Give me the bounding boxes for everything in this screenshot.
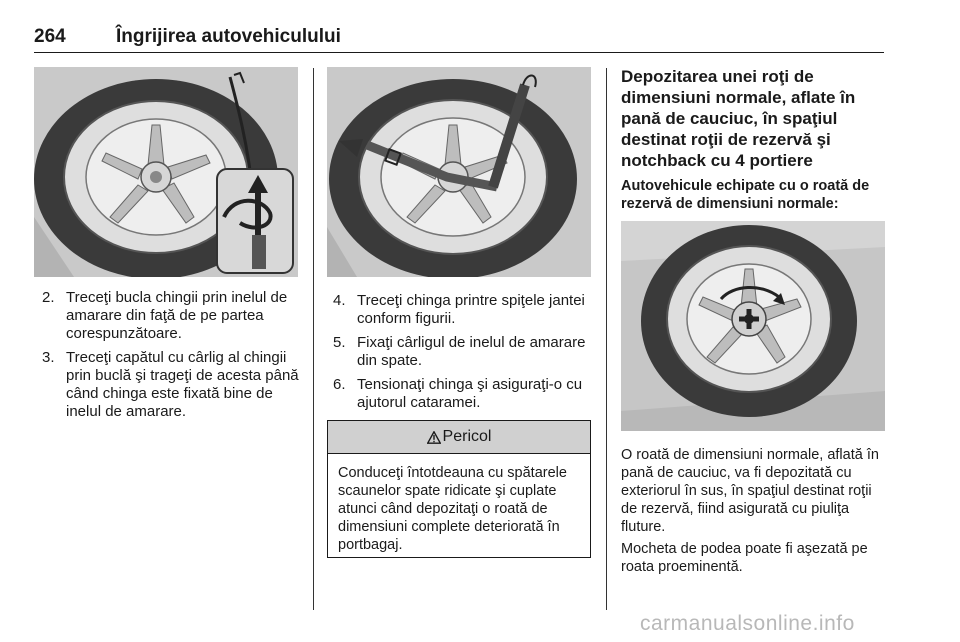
list-item bbox=[333, 292, 595, 328]
step-list-left bbox=[42, 289, 300, 427]
page-header bbox=[34, 22, 884, 53]
watermark: carmanualsonline.info bbox=[640, 612, 855, 635]
paragraph: O roată de dimensiuni normale, aflată în pană de cauciuc, va fi depozitată cu exteriorul în sus, în spaţiul destinat roţii de rezervă, fiind asigurată cu piuliţa fluture. bbox=[621, 447, 879, 535]
column-divider-right bbox=[606, 68, 607, 610]
step-text: Treceţi chinga printre spiţele jantei conform figurii. bbox=[357, 292, 585, 327]
section-subheading: Autovehicule echipate cu o roată de rezervă de dimensiuni normale: bbox=[621, 178, 870, 212]
list-item bbox=[333, 376, 595, 412]
danger-header bbox=[328, 421, 590, 454]
figure-wheel-storage-illustration bbox=[621, 221, 885, 431]
figure-strap-loop-illustration bbox=[34, 67, 298, 277]
list-item bbox=[42, 289, 300, 343]
step-number: 4. bbox=[333, 292, 346, 309]
page-number: 264 bbox=[34, 26, 66, 47]
list-item bbox=[333, 334, 595, 370]
danger-title: Pericol bbox=[442, 428, 492, 445]
danger-warning-box bbox=[327, 420, 591, 558]
step-number: 3. bbox=[42, 349, 55, 366]
step-number: 5. bbox=[333, 334, 346, 351]
danger-text: Conduceţi întotdeauna cu spătarele scaunelor spate ridicate şi cuplate atunci când depozitaţi o roată de dimensiuni complete deteriorată în portbagaj. bbox=[338, 465, 567, 553]
warning-triangle-icon bbox=[427, 431, 441, 444]
step-text: Treceţi capătul cu cârlig al chingii prin buclă şi trageţi de acesta până când chinga este fixată bine de inelul de amarare. bbox=[66, 349, 299, 420]
section-heading: Depozitarea unei roţi de dimensiuni normale, aflate în pană de cauciuc, în spaţiul destinat roţii de rezervă şi notchback cu 4 portiere bbox=[621, 67, 856, 170]
step-text: Treceţi bucla chingii prin inelul de amarare din faţă de pe partea corespunzătoare. bbox=[66, 289, 288, 342]
step-number: 2. bbox=[42, 289, 55, 306]
step-text: Tensionaţi chinga şi asiguraţi-o cu ajutorul cataramei. bbox=[357, 376, 583, 411]
paragraph: Mocheta de podea poate fi aşezată pe roata proeminentă. bbox=[621, 541, 868, 575]
page-title: Îngrijirea autovehiculului bbox=[116, 26, 341, 47]
figure-strap-spokes-illustration bbox=[327, 67, 591, 277]
step-list-middle bbox=[333, 292, 595, 418]
list-item bbox=[42, 349, 300, 421]
step-text: Fixaţi cârligul de inelul de amarare din spate. bbox=[357, 334, 586, 369]
step-number: 6. bbox=[333, 376, 346, 393]
column-divider-left bbox=[313, 68, 314, 610]
